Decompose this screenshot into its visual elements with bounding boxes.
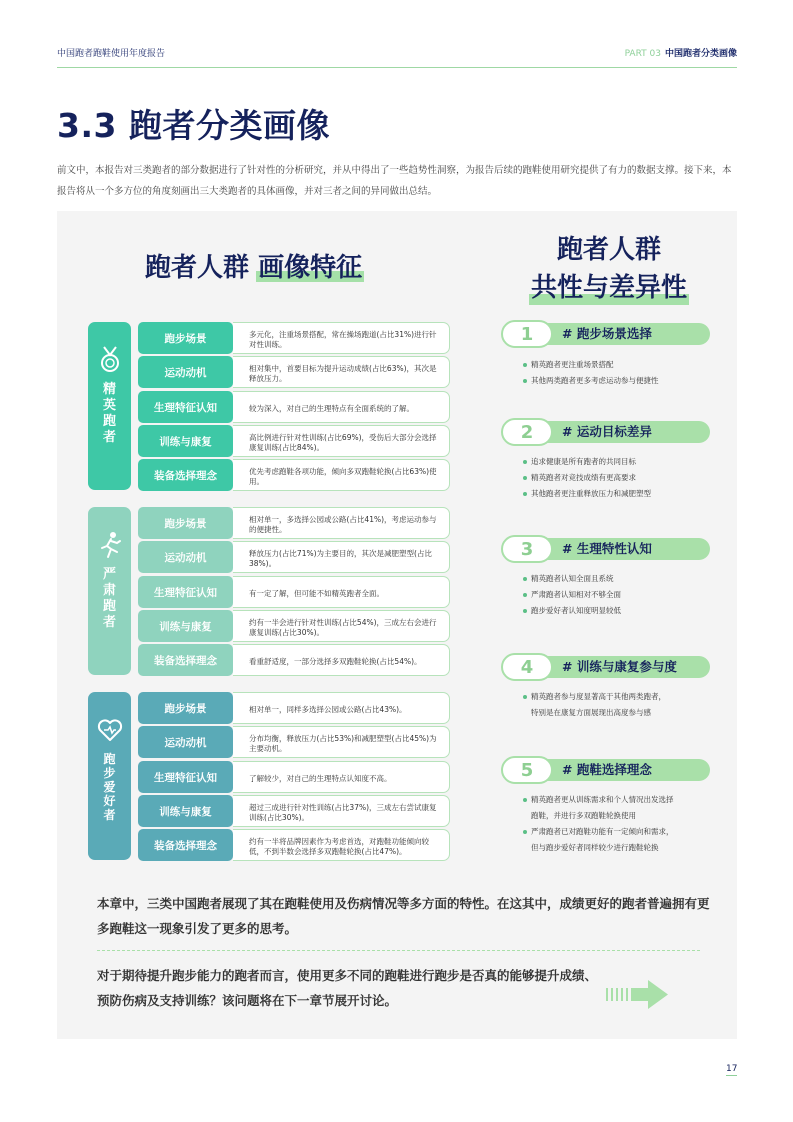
row-tag: 运动动机 — [138, 726, 233, 758]
row-tag: 生理特征认知 — [138, 761, 233, 793]
group-elite-runner — [88, 322, 131, 490]
row-description: 相对集中，首要目标为提升运动成绩(占比63%)，其次是释放压力。 — [233, 356, 450, 388]
group-label: 严肃跑者 — [102, 567, 116, 630]
bullet-item: 其他两类跑者更多考虑运动参与便捷性 — [523, 373, 659, 389]
runner-icon — [97, 531, 123, 559]
bullet-item: 其他跑者更注重释放压力和减肥塑型 — [523, 486, 651, 502]
theme-bullets-1 — [523, 357, 659, 389]
left-section-title — [145, 247, 362, 284]
report-title: 中国跑者跑鞋使用年度报告 — [57, 49, 166, 59]
row-description: 多元化，注重场景搭配，常在操场跑道(占比31%)进行针对性训练。 — [233, 322, 450, 354]
group-serious-runner — [88, 507, 131, 675]
conclusion-paragraph-2: 对于期待提升跑步能力的跑者而言，使用更多不同的跑鞋进行跑步是否真的能够提升成绩、预防伤病及支持训练？该问题将在下一章节展开讨论。 — [97, 968, 598, 1008]
row-description: 释放压力(占比71%)为主要目的，其次是减肥塑型(占比38%)。 — [233, 541, 450, 573]
row-description: 约有一半会进行针对性训练(占比54%)，三成左右会进行康复训练(占比30%)。 — [233, 610, 450, 642]
row-tag: 运动动机 — [138, 356, 233, 388]
row-tag: 训练与康复 — [138, 425, 233, 457]
row-tag: 运动动机 — [138, 541, 233, 573]
theme-bullets-5 — [523, 792, 674, 856]
theme-bullets-4 — [523, 689, 666, 721]
theme-pill-4 — [501, 653, 710, 681]
right-title-line-2: 共性与差异性 — [530, 273, 687, 303]
row-tag: 装备选择理念 — [138, 459, 233, 491]
theme-bullets-2 — [523, 454, 651, 502]
page-number: 17 — [726, 1064, 738, 1074]
bullet-item-continuation: 特别是在康复方面展现出高度参与感 — [531, 708, 651, 717]
theme-pill-1 — [501, 320, 710, 348]
group-label: 跑步爱好者 — [103, 752, 116, 822]
right-arrow-icon — [604, 978, 670, 1011]
row-tag: 装备选择理念 — [138, 829, 233, 861]
theme-label: # 运动目标差异 — [562, 424, 652, 439]
right-title-highlight — [531, 269, 687, 307]
medal-icon — [97, 346, 123, 374]
row-description: 看重舒适度，一部分选择多双跑鞋轮换(占比54%)。 — [233, 644, 450, 676]
bullet-item: 精英跑者参与度显著高于其他两类跑者， — [523, 689, 666, 705]
row-description: 较为深入，对自己的生理特点有全面系统的了解。 — [233, 391, 450, 423]
bullet-item: 跑步爱好者认知度明显较低 — [523, 603, 621, 619]
bullet-item: 严肃跑者认知相对不够全面 — [523, 587, 621, 603]
right-title-line-1: 跑者人群 — [556, 235, 661, 265]
left-title-part-a: 跑者人群 — [145, 253, 250, 283]
row-tag: 生理特征认知 — [138, 576, 233, 608]
theme-label: # 生理特性认知 — [562, 541, 652, 556]
intro-paragraph: 前文中，本报告对三类跑者的部分数据进行了针对性的分析研究，并从中得出了一些趋势性洞察，为报告后续的跑鞋使用研究提供了有力的数据支撑。接下来，本报告将从一个多方位的角度刻画出三大类跑者的具体画像，并对三者之间的异同做出总结。 — [57, 165, 732, 197]
page-header — [57, 46, 737, 68]
row-description: 相对单一，多选择公园或公路(占比41%)，考虑运动参与的便捷性。 — [233, 507, 450, 539]
theme-pill-3 — [501, 535, 710, 563]
page-title-text: 3.3 跑者分类画像 — [57, 106, 330, 145]
row-description: 高比例进行针对性训练(占比69%)，受伤后大部分会选择康复训练(占比84%)。 — [233, 425, 450, 457]
section-name: 中国跑者分类画像 — [664, 49, 737, 59]
page-title — [57, 100, 330, 147]
theme-number: 5 — [501, 756, 553, 784]
row-description: 分布均衡，释放压力(占比53%)和减肥塑型(占比45%)为主要动机。 — [233, 726, 450, 758]
theme-pill-5 — [501, 756, 710, 784]
bullet-item: 严肃跑者已对跑鞋功能有一定倾向和需求， — [523, 824, 674, 840]
bullet-item: 精英跑者更从训练需求和个人情况出发选择 — [523, 792, 674, 808]
bullet-item: 追求健康是所有跑者的共同目标 — [523, 454, 651, 470]
heart-icon — [97, 716, 123, 744]
group-hobby-runner — [88, 692, 131, 860]
part-label: PART 03 — [624, 49, 661, 59]
theme-label: # 跑鞋选择理念 — [562, 762, 652, 777]
row-description: 相对单一，同样多选择公园或公路(占比43%)。 — [233, 692, 450, 724]
left-title-part-b: 画像特征 — [258, 253, 363, 283]
row-description: 有一定了解，但可能不如精英跑者全面。 — [233, 576, 450, 608]
theme-label: # 训练与康复参与度 — [562, 659, 677, 674]
row-tag: 跑步场景 — [138, 507, 233, 539]
row-description: 优先考虑跑鞋各项功能，倾向多双跑鞋轮换(占比63%)使用。 — [233, 459, 450, 491]
row-tag: 训练与康复 — [138, 795, 233, 827]
theme-pill-2 — [501, 418, 710, 446]
bullet-item: 精英跑者更注重场景搭配 — [523, 357, 659, 373]
bullet-item: 精英跑者对竞技成绩有更高要求 — [523, 470, 651, 486]
left-title-highlight — [258, 247, 362, 284]
row-tag: 训练与康复 — [138, 610, 233, 642]
group-label: 精英跑者 — [102, 382, 116, 445]
right-section-title — [509, 231, 709, 307]
section-label — [625, 46, 737, 59]
row-tag: 跑步场景 — [138, 692, 233, 724]
theme-number: 1 — [501, 320, 553, 348]
theme-number: 2 — [501, 418, 553, 446]
row-tag: 装备选择理念 — [138, 644, 233, 676]
row-description: 超过三成进行针对性训练(占比37%)，三成左右尝试康复训练(占比30%)。 — [233, 795, 450, 827]
bullet-item-continuation: 跑鞋，并进行多双跑鞋轮换使用 — [531, 811, 636, 820]
row-description: 了解较少，对自己的生理特点认知度不高。 — [233, 761, 450, 793]
row-description: 约有一半将品牌因素作为考虑首选，对跑鞋功能倾向较低，不到半数会选择多双跑鞋轮换(占比47%)。 — [233, 829, 450, 861]
dashed-divider — [97, 950, 700, 951]
content-panel — [57, 211, 737, 1039]
row-tag: 跑步场景 — [138, 322, 233, 354]
conclusion-paragraph-1: 本章中，三类中国跑者展现了其在跑鞋使用及伤病情况等多方面的特性。在这其中，成绩更好的跑者普遍拥有更多跑鞋这一现象引发了更多的思考。 — [97, 896, 710, 936]
bullet-item-continuation: 但与跑步爱好者同样较少进行跑鞋轮换 — [531, 843, 659, 852]
bullet-item: 精英跑者认知全面且系统 — [523, 571, 621, 587]
theme-label: # 跑步场景选择 — [562, 326, 652, 341]
theme-number: 3 — [501, 535, 553, 563]
theme-bullets-3 — [523, 571, 621, 619]
row-tag: 生理特征认知 — [138, 391, 233, 423]
theme-number: 4 — [501, 653, 553, 681]
